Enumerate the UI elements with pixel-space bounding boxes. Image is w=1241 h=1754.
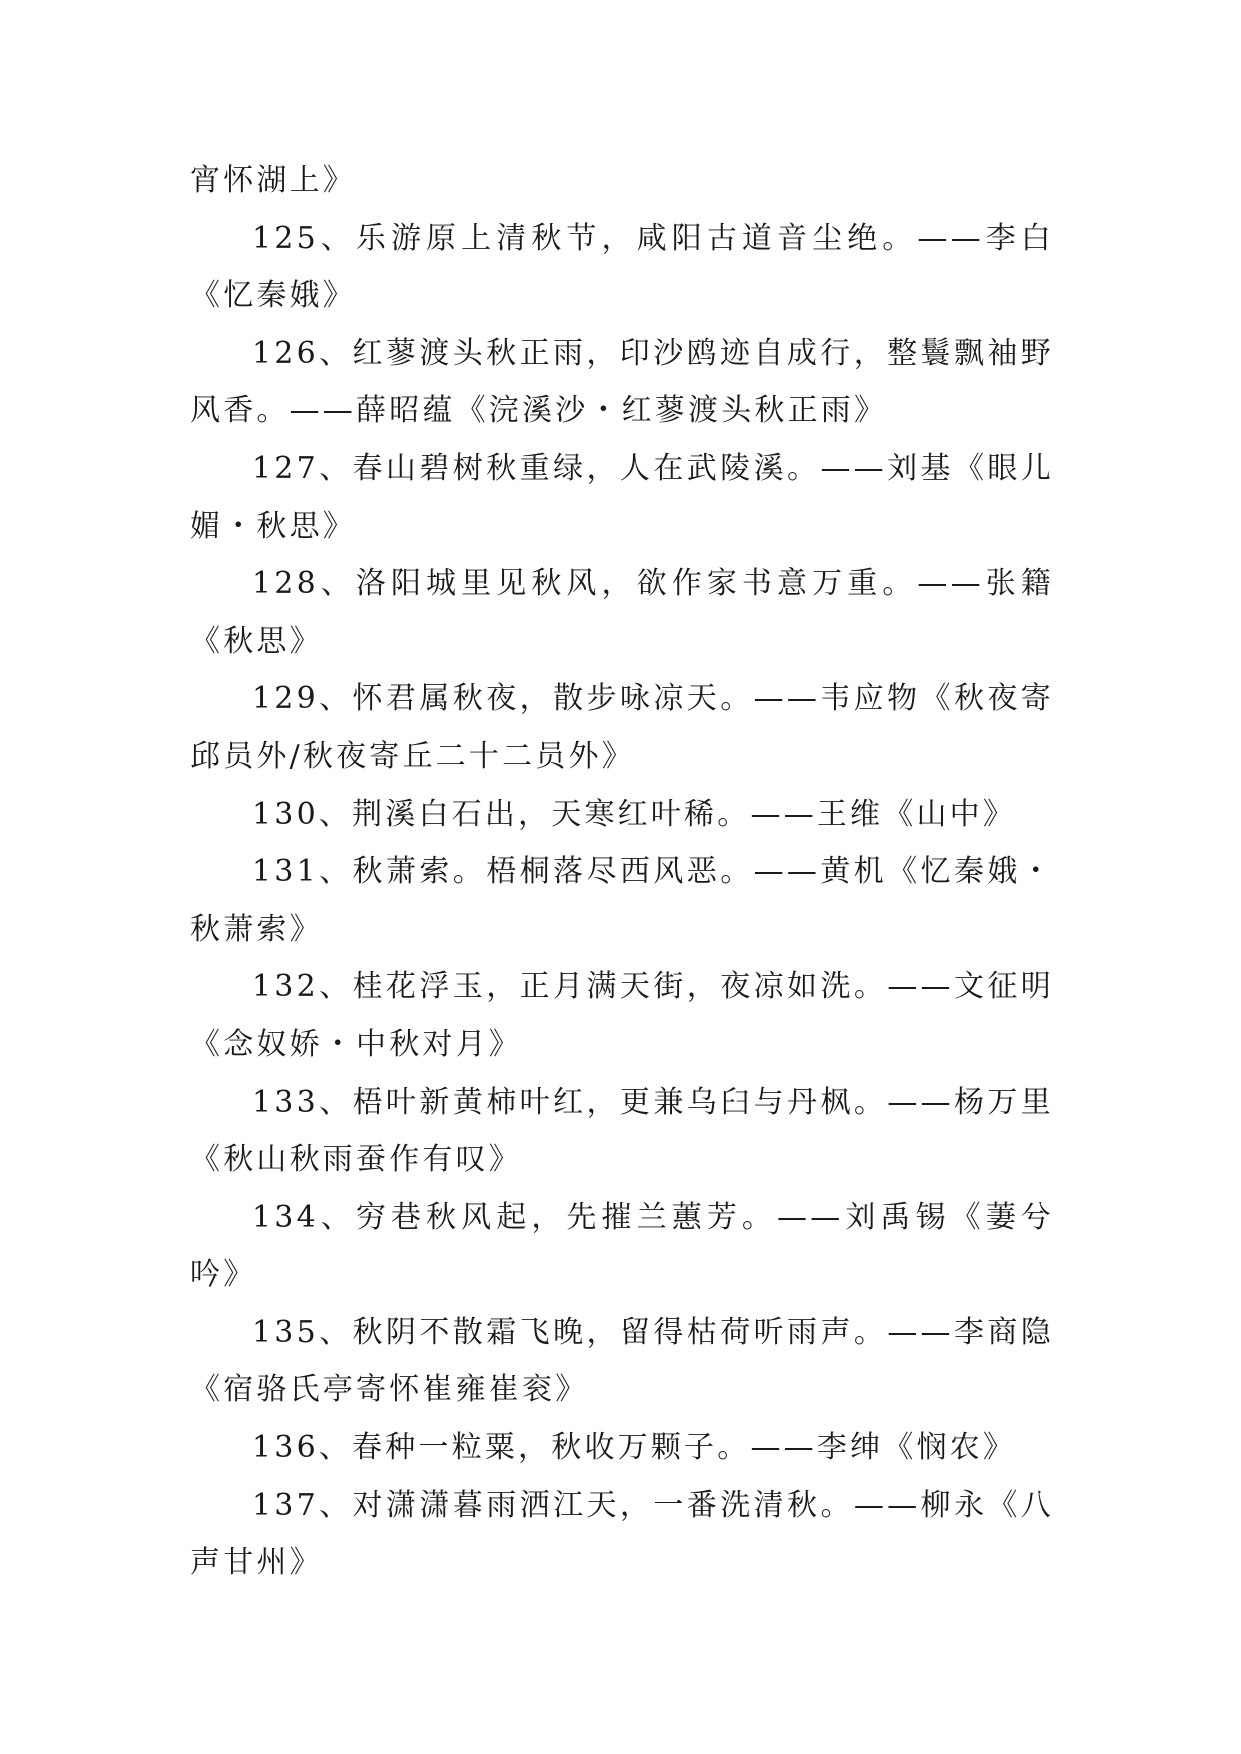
paragraph-quote-130: 130、荆溪白石出，天寒红叶稀。——王维《山中》 [252,796,1017,832]
paragraph-quote-133: 133、梧叶新黄柿叶红，更兼乌臼与丹枫。——杨万里《秋山秋雨蚕作有叹》 [190,1084,1054,1178]
paragraph-quote-129: 129、怀君属秋夜，散步咏凉天。——韦应物《秋夜寄邱员外/秋夜寄丘二十二员外》 [190,681,1054,774]
paragraph-quote-132: 132、桂花浮玉，正月满天街，夜凉如洗。——文征明《念奴娇・中秋对月》 [190,969,1054,1062]
paragraph-quote-125: 125、乐游原上清秋节，咸阳古道音尘绝。——李白《忆秦娥》 [190,220,1054,314]
paragraph-quote-131: 131、秋萧索。梧桐落尽西风恶。——黄机《忆秦娥・秋萧索》 [190,854,1054,947]
paragraph-quote-134: 134、穷巷秋风起，先摧兰蕙芳。——刘禹锡《萋兮吟》 [190,1199,1054,1293]
paragraph-quote-137: 137、对潇潇暮雨洒江天，一番洗清秋。——柳永《八声甘州》 [190,1487,1054,1581]
paragraph-quote-135: 135、秋阴不散霜飞晚，留得枯荷听雨声。——李商隐《宿骆氏亭寄怀崔雍崔衮》 [190,1314,1054,1408]
paragraph-quote-127: 127、春山碧树秋重绿，人在武陵溪。——刘基《眼儿媚・秋思》 [190,450,1054,544]
document-body [190,152,1054,1592]
paragraph-continuation: 宵怀湖上》 [190,163,356,198]
paragraph-quote-126: 126、红蓼渡头秋正雨，印沙鸥迹自成行，整鬟飘袖野风香。——薛昭蕴《浣溪沙・红蓼渡头秋正雨》 [190,335,1054,429]
paragraph-quote-136: 136、春种一粒粟，秋收万颗子。——李绅《悯农》 [252,1430,1017,1466]
paragraph-quote-128: 128、洛阳城里见秋风，欲作家书意万重。——张籍《秋思》 [190,566,1054,659]
